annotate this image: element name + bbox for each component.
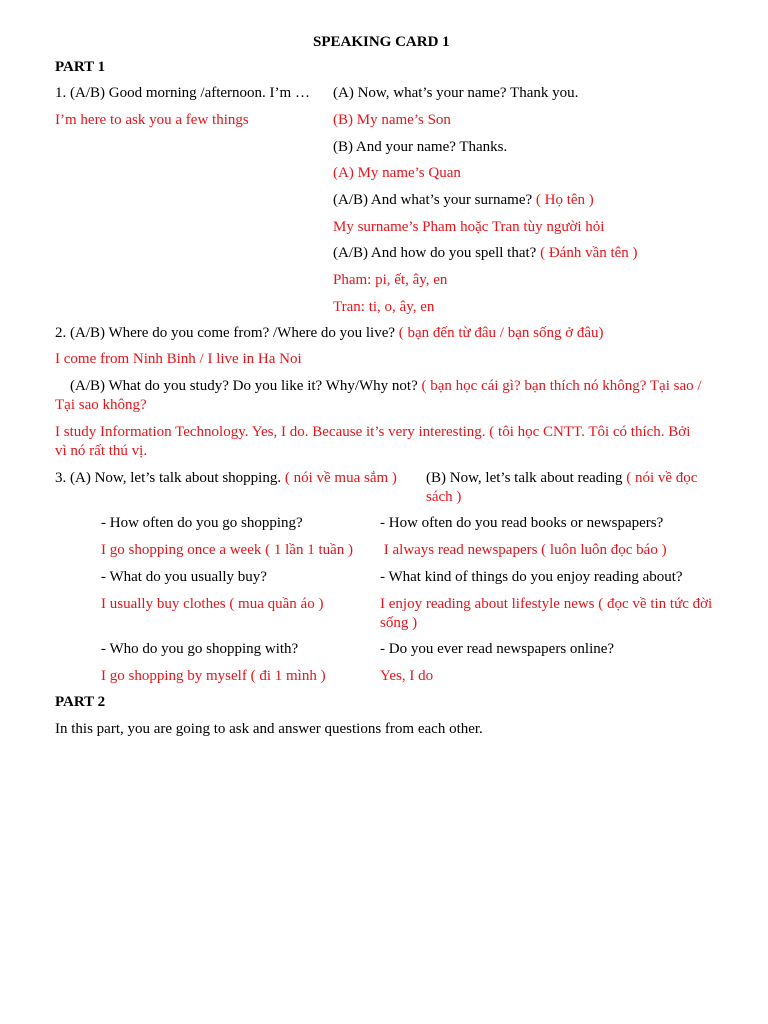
q1-line-1: (A) Now, what’s your name? Thank you.: [333, 85, 579, 101]
q1-line-2: (B) My name’s Son: [333, 112, 451, 128]
q3-b-question-3: - Do you ever read newspapers online?: [380, 641, 615, 657]
q1-line-8: Pham: pi, ết, ây, en: [333, 272, 448, 288]
q2-question-2: (A/B) What do you study? Do you like it? Why/Why not? ( bạn học cái gì? bạn thích nó không? Tại sao / Tại sao không?: [55, 378, 702, 413]
q3-b-answer-2: I enjoy reading about lifestyle news ( đọc về tin tức đời sống ): [380, 596, 713, 631]
q1-left-prompt: 1. (A/B) Good morning /afternoon. I’m …: [55, 85, 310, 101]
q1-line-7: (A/B) And how do you spell that? ( Đánh vần tên ): [333, 245, 638, 261]
q3-a-answer-2: I usually buy clothes ( mua quần áo ): [101, 596, 324, 612]
q3-b-answer-3: Yes, I do: [380, 668, 434, 684]
q3-a-question-2: - What do you usually buy?: [101, 569, 267, 585]
q1-line-9: Tran: ti, o, ây, en: [333, 299, 435, 315]
part2-heading: PART 2: [55, 694, 106, 710]
q3-a-question-1: - How often do you go shopping?: [101, 515, 303, 531]
q2-answer-2: I study Information Technology. Yes, I do. Because it’s very interesting. ( tôi học CNTT. Tôi có thích. Bởi vì nó rất thú vị.: [55, 424, 691, 459]
card-title: SPEAKING CARD 1: [313, 34, 450, 50]
part1-heading: PART 1: [55, 59, 106, 75]
q1-line-5: (A/B) And what’s your surname? ( Họ tên ): [333, 192, 594, 208]
q3-b-question-2: - What kind of things do you enjoy reading about?: [380, 569, 683, 585]
part2-intro: In this part, you are going to ask and answer questions from each other.: [55, 721, 483, 737]
q1-line-3: (B) And your name? Thanks.: [333, 139, 508, 155]
q3-b-intro: (B) Now, let’s talk about reading ( nói về đọc sách ): [426, 470, 698, 505]
q3-a-intro: 3. (A) Now, let’s talk about shopping. ( nói về mua sắm ): [55, 470, 397, 486]
q3-b-answer-1: I always read newspapers ( luôn luôn đọc báo ): [380, 542, 667, 558]
q2-answer: I come from Ninh Binh / I live in Ha Noi: [55, 351, 302, 367]
q3-a-answer-3: I go shopping by myself ( đi 1 mình ): [101, 668, 326, 684]
q3-a-answer-1: I go shopping once a week ( 1 lần 1 tuần ): [101, 542, 354, 558]
q3-b-question-1: - How often do you read books or newspapers?: [380, 515, 664, 531]
q1-left-answer: I’m here to ask you a few things: [55, 112, 249, 128]
q2-question: 2. (A/B) Where do you come from? /Where do you live? ( bạn đến từ đâu / bạn sống ở đâu): [55, 325, 604, 341]
q1-line-6: My surname’s Pham hoặc Tran tùy người hỏi: [333, 219, 605, 235]
q3-a-question-3: - Who do you go shopping with?: [101, 641, 299, 657]
q1-line-4: (A) My name’s Quan: [333, 165, 461, 181]
